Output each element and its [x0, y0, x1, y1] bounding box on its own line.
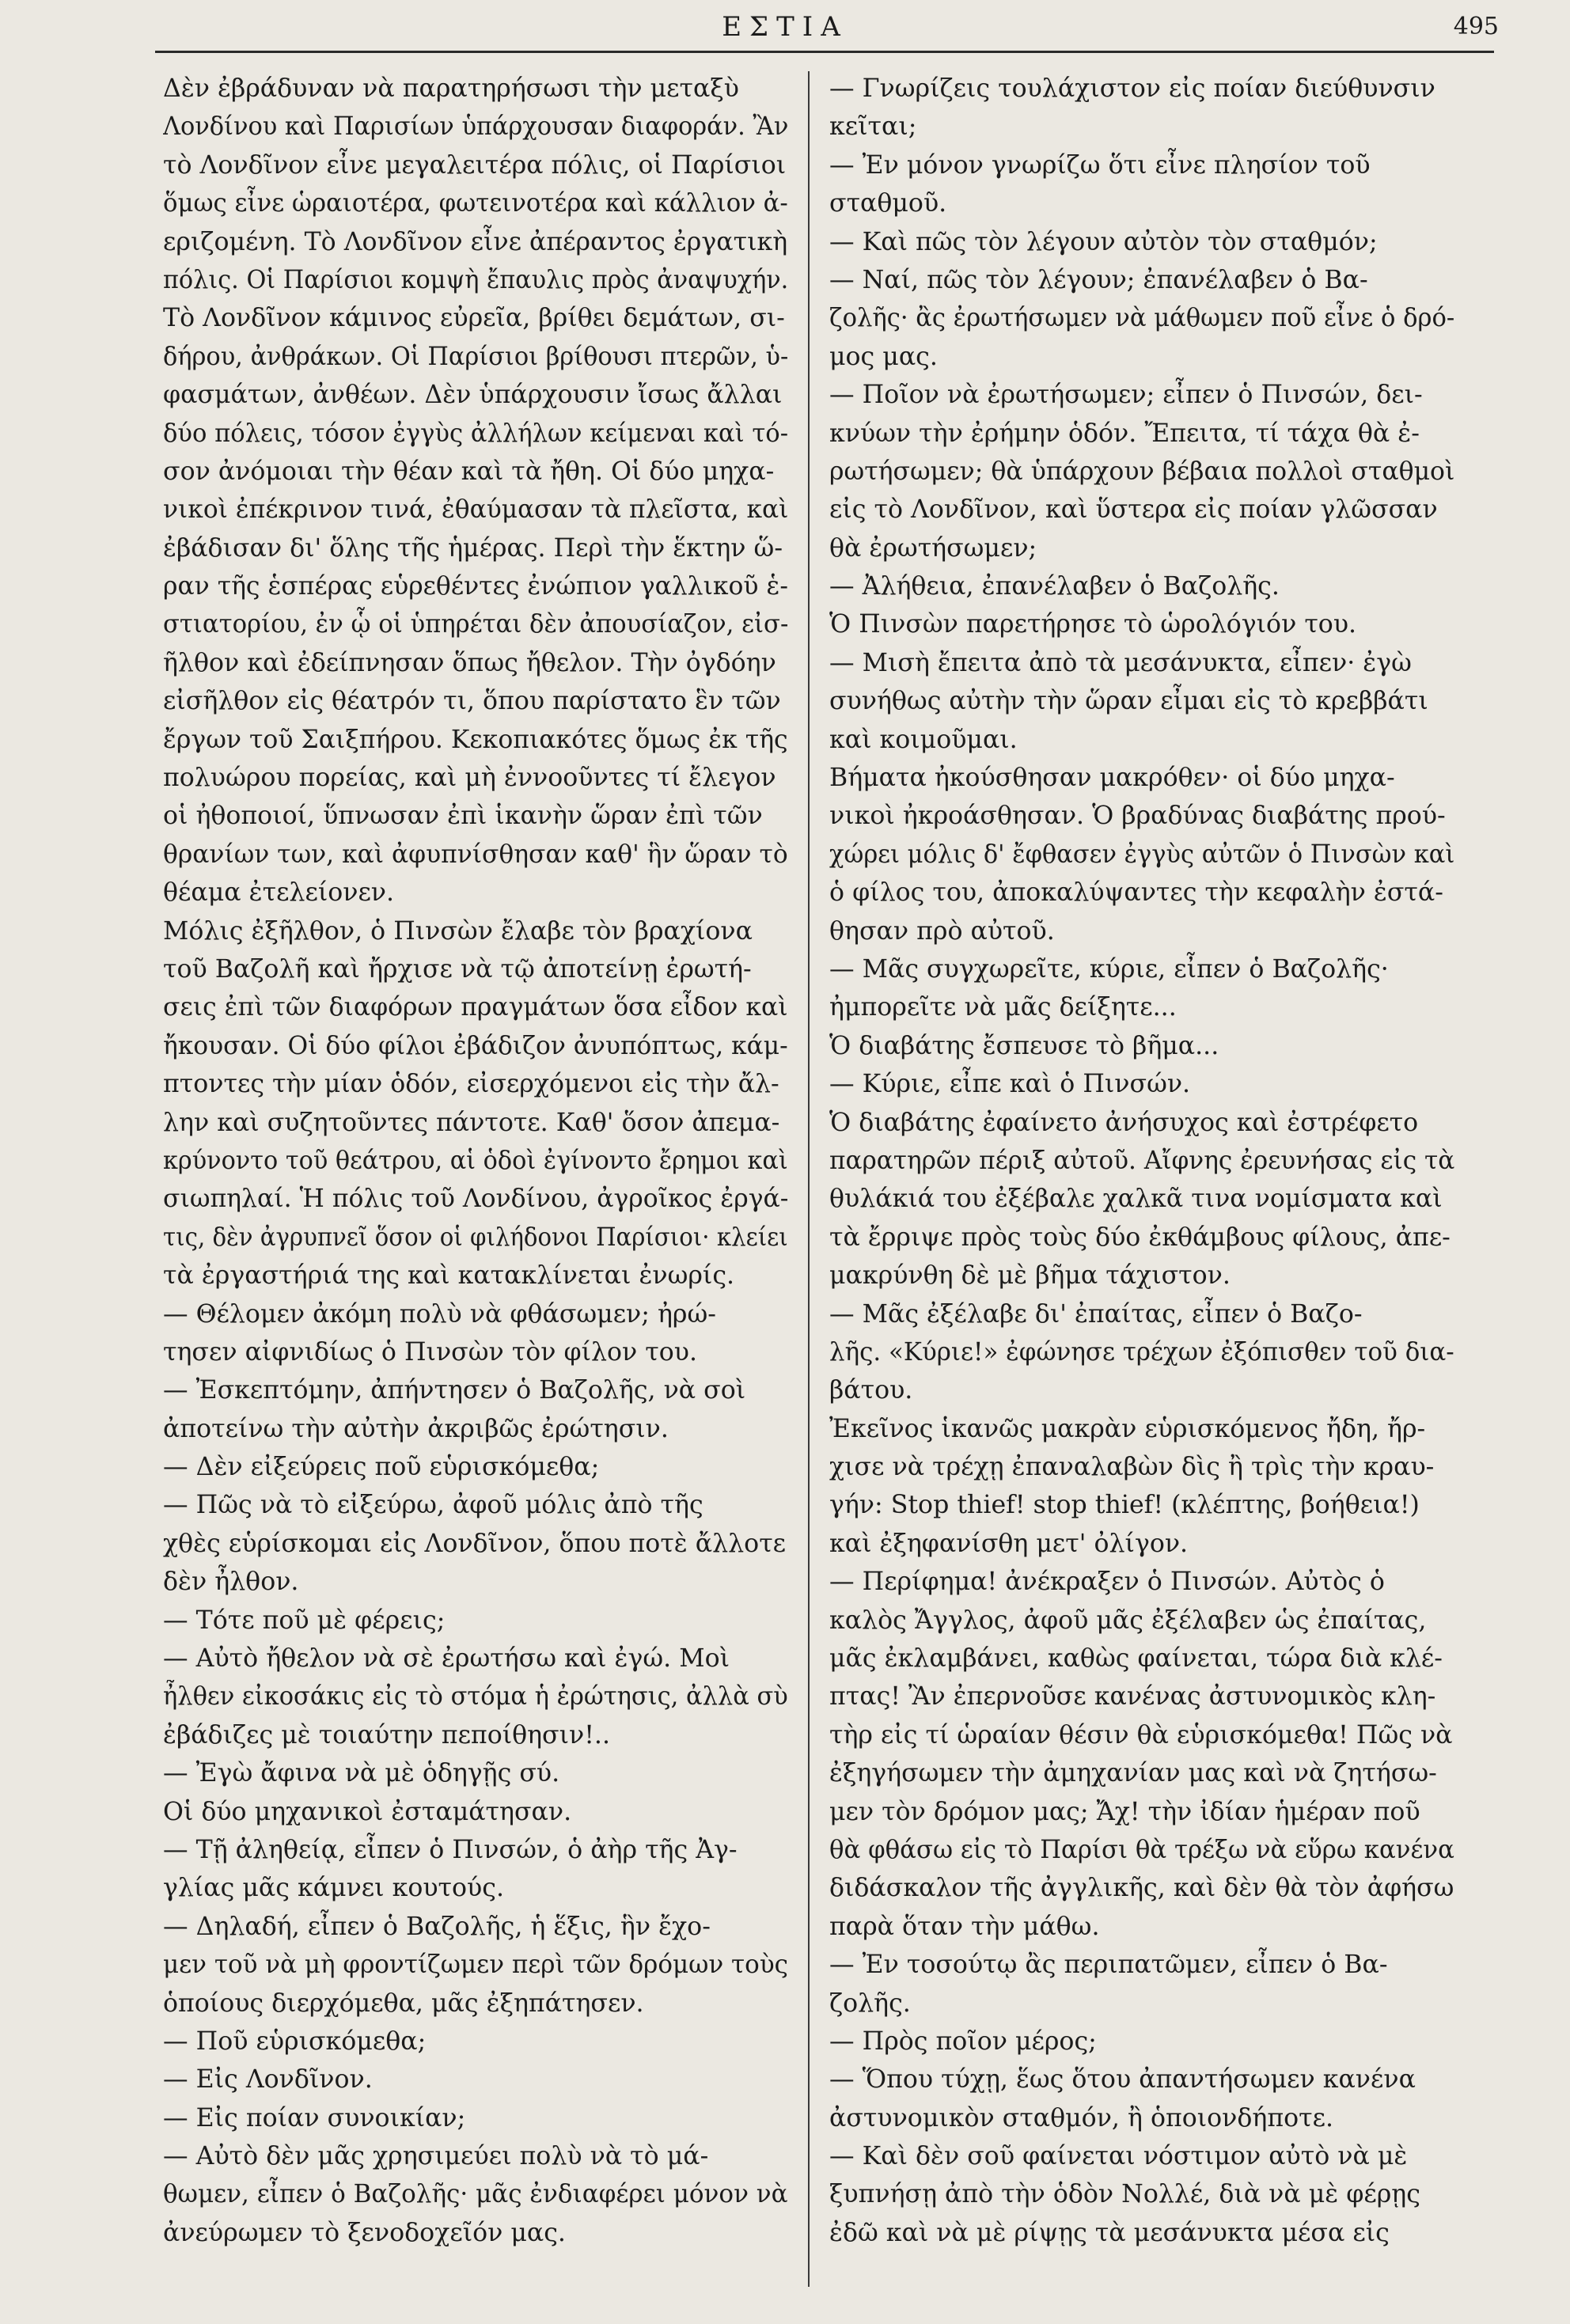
text-line: — Ποῖον νὰ ἐρωτήσωμεν; εἶπεν ὁ Πινσών, δει- [829, 381, 1423, 410]
text-line: — Περίφημα! ἀνέκραξεν ὁ Πινσών. Αὐτὸς ὁ [829, 1568, 1385, 1597]
text-line: — Τῇ ἀληθείᾳ, εἶπεν ὁ Πινσών, ὁ ἀὴρ τῆς Ἀγ- [163, 1835, 738, 1864]
text-line: λην καὶ συζητοῦντες πάντοτε. Καθ' ὅσον ἀπεμα- [163, 1108, 780, 1137]
text-line: — Αὐτὸ δὲν μᾶς χρησιμεύει πολὺ νὰ τὸ μά- [163, 2142, 709, 2171]
text-line: ὅμως εἶνε ὡραιοτέρα, φωτεινοτέρα καὶ κάλλιον ἀ- [163, 189, 788, 218]
text-line: Μόλις ἐξῆλθον, ὁ Πινσὼν ἔλαβε τὸν βραχίονα [163, 916, 753, 946]
text-line: γλίας μᾶς κάμνει κουτούς. [163, 1874, 505, 1903]
column-divider [808, 71, 810, 2287]
text-line: τὴρ εἰς τί ὡραίαν θέσιν θὰ εὑρισκόμεθα! Πῶς νὰ [829, 1720, 1453, 1750]
text-line: Ὁ διαβάτης ἐφαίνετο ἀνήσυχος καὶ ἐστρέφετο [829, 1108, 1419, 1137]
text-line: νικοὶ ἐπέκρινον τινά, ἐθαύμασαν τὰ πλεῖστα, καὶ [163, 495, 788, 525]
text-line: — Ναί, πῶς τὸν λέγουν; ἐπανέλαβεν ὁ Βα- [829, 265, 1368, 294]
text-line: τησεν αἰφνιδίως ὁ Πινσὼν τὸν φίλον του. [163, 1337, 698, 1367]
text-line: ῆλθον καὶ ἐδείπνησαν ὅπως ἤθελον. Τὴν ὀγδόην [163, 648, 776, 677]
text-line: ἤκουσαν. Οἱ δύο φίλοι ἐβάδιζον ἀνυπόπτως, κάμ- [163, 1031, 788, 1060]
text-line: θὰ ἐρωτήσωμεν; [829, 533, 1037, 563]
text-line: Ἐκεῖνος ἱκανῶς μακρὰν εὑρισκόμενος ἤδη, ἤρ- [829, 1414, 1426, 1443]
text-line: ἐβάδισαν δι' ὅλης τῆς ἡμέρας. Περὶ τὴν ἕκτην ὥ- [163, 533, 783, 563]
text-line: ἐξηγήσωμεν τὴν ἀμηχανίαν μας καὶ νὰ ζητήσω- [829, 1759, 1437, 1788]
text-line: Ὁ Πινσὼν παρετήρησε τὸ ὡρολόγιόν του. [829, 610, 1357, 639]
text-line: πόλις. Οἱ Παρίσιοι κομψὴ ἔπαυλις πρὸς ἀναψυχήν. [163, 265, 788, 294]
text-line: — Αὐτὸ ἤθελον νὰ σὲ ἐρωτήσω καὶ ἐγώ. Μοὶ [163, 1644, 730, 1674]
text-line: ἔργων τοῦ Σαιξπήρου. Κεκοπιακότες ὅμως ἐκ τῆς [163, 725, 788, 754]
text-line: μεν τὸν δρόμον μας; Ἄχ! τὴν ἰδίαν ἡμέραν ποῦ [829, 1797, 1420, 1826]
text-line: Ὁ διαβάτης ἔσπευσε τὸ βῆμα... [829, 1031, 1219, 1060]
running-head [0, 6, 1570, 41]
text-line: ἦλθεν εἰκοσάκις εἰς τὸ στόμα ἡ ἐρώτησις, ἀλλὰ σὺ [163, 1682, 788, 1712]
right-column [829, 70, 1454, 2301]
text-line: κνύων τὴν ἐρήμην ὁδόν. Ἔπειτα, τί τάχα θὰ ἐ- [829, 419, 1420, 448]
text-line: Δὲν ἐβράδυναν νὰ παρατηρήσωσι τὴν μεταξὺ [163, 74, 739, 103]
text-line: θωμεν, εἶπεν ὁ Βαζολῆς· μᾶς ἐνδιαφέρει μόνον νὰ [163, 2180, 788, 2209]
text-line: μᾶς ἐκλαμβάνει, καθὼς φαίνεται, τώρα διὰ κλέ- [829, 1644, 1443, 1674]
text-line: — Πῶς νὰ τὸ εἰξεύρω, ἀφοῦ μόλις ἀπὸ τῆς [163, 1491, 703, 1520]
text-line: — Ποῦ εὑρισκόμεθα; [163, 2026, 427, 2056]
left-column [163, 70, 788, 2301]
text-line: ἀστυνομικὸν σταθμόν, ἢ ὁποιονδήποτε. [829, 2103, 1334, 2133]
text-line: εἰς τὸ Λονδῖνον, καὶ ὕστερα εἰς ποίαν γλῶσσαν [829, 495, 1438, 525]
text-line: παρὰ ὅταν τὴν μάθω. [829, 1912, 1100, 1941]
text-line: — Γνωρίζεις τουλάχιστον εἰς ποίαν διεύθυνσιν [829, 74, 1435, 103]
text-line: ὁποίους διερχόμεθα, μᾶς ἐξηπάτησεν. [163, 1988, 644, 2018]
text-line: — Μᾶς ἐξέλαβε δι' ἐπαίτας, εἶπεν ὁ Βαζο- [829, 1299, 1363, 1329]
text-line: — Μισὴ ἔπειτα ἀπὸ τὰ μεσάνυκτα, εἶπεν· ἐγὼ [829, 648, 1412, 677]
text-line: — Ἀλήθεια, ἐπανέλαβεν ὁ Βαζολῆς. [829, 572, 1280, 601]
text-line: οἱ ἠθοποιοί, ὕπνωσαν ἐπὶ ἱκανὴν ὥραν ἐπὶ τῶν [163, 802, 763, 831]
text-line: τὰ ἔρριψε πρὸς τοὺς δύο ἐκθάμβους φίλους, ἀπε- [829, 1223, 1451, 1252]
text-line: ἀνεύρωμεν τὸ ξενοδοχεῖόν μας. [163, 2218, 566, 2247]
text-line: ἐδῶ καὶ νὰ μὲ ρίψῃς τὰ μεσάνυκτα μέσα εἰς [829, 2218, 1390, 2247]
text-line: στιατορίου, ἐν ᾧ οἱ ὑπηρέται δὲν ἀπουσίαζον, εἰσ- [163, 610, 788, 639]
text-line: θέαμα ἐτελείονεν. [163, 878, 395, 908]
text-line: παρατηρῶν πέριξ αὐτοῦ. Αἴφνης ἐρευνήσας εἰς τὰ [829, 1146, 1454, 1175]
text-line: πολυώρου πορείας, καὶ μὴ ἐννοοῦντες τί ἔλεγον [163, 764, 776, 793]
text-line: — Ἐσκεπτόμην, ἀπήντησεν ὁ Βαζολῆς, νὰ σοὶ [163, 1376, 746, 1405]
text-line: — Ὅπου τύχῃ, ἕως ὅτου ἀπαντήσωμεν κανένα [829, 2065, 1416, 2095]
text-line: — Ἐγὼ ἄφινα νὰ μὲ ὁδηγῇς σύ. [163, 1759, 560, 1788]
text-line: — Μᾶς συγχωρεῖτε, κύριε, εἶπεν ὁ Βαζολῆς· [829, 954, 1389, 984]
text-line: χθὲς εὑρίσκομαι εἰς Λονδῖνον, ὅπου ποτὲ ἄλλοτε [163, 1529, 787, 1558]
text-line: φασμάτων, ἀνθέων. Δὲν ὑπάρχουσιν ἴσως ἄλλαι [163, 381, 783, 410]
text-line: συνήθως αὐτὴν τὴν ὥραν εἶμαι εἰς τὸ κρεββάτι [829, 687, 1428, 716]
text-line: καὶ ἐξηφανίσθη μετ' ὀλίγον. [829, 1529, 1189, 1558]
text-line: νικοὶ ἠκροάσθησαν. Ὁ βραδύνας διαβάτης πρού- [829, 802, 1446, 831]
text-line: — Δηλαδή, εἶπεν ὁ Βαζολῆς, ἡ ἕξις, ἣν ἔχο- [163, 1912, 711, 1941]
text-line: κρύνοντο τοῦ θεάτρου, αἱ ὁδοὶ ἐγίνοντο ἔρημοι καὶ [163, 1146, 788, 1175]
text-line: πτοντες τὴν μίαν ὁδόν, εἰσερχόμενοι εἰς τὴν ἄλ- [163, 1070, 779, 1099]
text-line: — Τότε ποῦ μὲ φέρεις; [163, 1606, 446, 1635]
text-line: Οἱ δύο μηχανικοὶ ἐσταμάτησαν. [163, 1797, 572, 1826]
text-line: τις, δὲν ἀγρυπνεῖ ὅσον οἱ φιλήδονοι Παρίσιοι· κλείει [163, 1223, 788, 1252]
text-line: Λονδίνου καὶ Παρισίων ὑπάρχουσαν διαφοράν. Ἂν [163, 112, 788, 142]
journal-title: ΕΣΤΙΑ [722, 11, 848, 43]
text-line: μεν τοῦ νὰ μὴ φροντίζωμεν περὶ τῶν δρόμων τοὺς [163, 1951, 788, 1980]
text-line: βάτου. [829, 1376, 913, 1405]
text-line: δήρου, ἀνθράκων. Οἱ Παρίσιοι βρίθουσι πτερῶν, ὑ- [163, 342, 788, 371]
text-line: ραν τῆς ἑσπέρας εὑρεθέντες ἐνώπιον γαλλικοῦ ἑ- [163, 572, 788, 601]
text-line: γήν: Stop thief! stop thief! (κλέπτης, βοήθεια!) [829, 1491, 1420, 1520]
text-line: Βήματα ἠκούσθησαν μακρόθεν· οἱ δύο μηχα- [829, 764, 1395, 793]
text-line: ἀποτείνω τὴν αὐτὴν ἀκριβῶς ἐρώτησιν. [163, 1414, 669, 1443]
text-line: μος μας. [829, 342, 938, 371]
text-line: — Κύριε, εἶπε καὶ ὁ Πινσών. [829, 1070, 1191, 1099]
text-line: τὸ Λονδῖνον εἶνε μεγαλειτέρα πόλις, οἱ Παρίσιοι [163, 150, 787, 180]
text-line: ἐβάδιζες μὲ τοιαύτην πεποίθησιν!.. [163, 1720, 611, 1750]
text-line: θὰ φθάσω εἰς τὸ Παρίσι θὰ τρέξω νὰ εὕρω κανένα [829, 1835, 1454, 1864]
text-line: θυλάκιά του ἐξέβαλε χαλκᾶ τινα νομίσματα καὶ [829, 1185, 1443, 1214]
text-line: ζολῆς. [829, 1988, 911, 2018]
text-line: σταθμοῦ. [829, 189, 947, 218]
text-line: διδάσκαλον τῆς ἀγγλικῆς, καὶ δὲν θὰ τὸν ἀφήσω [829, 1874, 1454, 1903]
text-line: κεῖται; [829, 112, 917, 142]
text-line: δύο πόλεις, τόσον ἐγγὺς ἀλλήλων κείμεναι καὶ τό- [163, 419, 788, 448]
text-line: σον ἀνόμοιαι τὴν θέαν καὶ τὰ ἤθη. Οἱ δύο μηχα- [163, 457, 775, 486]
text-line: δὲν ἦλθον. [163, 1568, 299, 1597]
text-line: λῆς. «Κύριε!» ἐφώνησε τρέχων ἐξόπισθεν τοῦ δια- [829, 1337, 1454, 1367]
text-line: μακρύνθη δὲ μὲ βῆμα τάχιστον. [829, 1261, 1231, 1291]
text-line: — Πρὸς ποῖον μέρος; [829, 2026, 1097, 2056]
text-line: ζολῆς· ἂς ἐρωτήσωμεν νὰ μάθωμεν ποῦ εἶνε ὁ δρό- [829, 304, 1454, 333]
text-line: — Καὶ πῶς τὸν λέγουν αὐτὸν τὸν σταθμόν; [829, 227, 1378, 256]
text-line: σεις ἐπὶ τῶν διαφόρων πραγμάτων ὅσα εἶδον καὶ [163, 993, 788, 1022]
text-line: ὁ φίλος του, ἀποκαλύψαντες τὴν κεφαλὴν ἐστά- [829, 878, 1443, 908]
header-rule [155, 51, 1494, 53]
text-line: πτας! Ἂν ἐπερνοῦσε κανένας ἀστυνομικὸς κλη- [829, 1682, 1436, 1712]
text-line: τὰ ἐργαστήριά της καὶ κατακλίνεται ἐνωρίς. [163, 1261, 735, 1291]
text-line: — Εἰς ποίαν συνοικίαν; [163, 2103, 466, 2133]
text-line: καλὸς Ἄγγλος, ἀφοῦ μᾶς ἐξέλαβεν ὡς ἐπαίτας, [829, 1606, 1427, 1635]
page-number: 495 [1453, 13, 1499, 40]
text-line: Τὸ Λονδῖνον κάμινος εὐρεῖα, βρίθει δεμάτων, σι- [163, 304, 785, 333]
text-line: ξυπνήσῃ ἀπὸ τὴν ὁδὸν Νολλέ, διὰ νὰ μὲ φέρῃς [829, 2180, 1420, 2209]
text-line: εἰσῆλθον εἰς θέατρόν τι, ὅπου παρίστατο ἓν τῶν [163, 687, 781, 716]
text-line: ρωτήσωμεν; θὰ ὑπάρχουν βέβαια πολλοὶ σταθμοὶ [829, 457, 1454, 486]
text-line: καὶ κοιμοῦμαι. [829, 725, 1018, 754]
text-line: — Ἐν μόνον γνωρίζω ὅτι εἶνε πλησίον τοῦ [829, 150, 1371, 180]
text-line: — Εἰς Λονδῖνον. [163, 2065, 373, 2095]
text-line: θησαν πρὸ αὐτοῦ. [829, 916, 1055, 946]
text-line: χισε νὰ τρέχῃ ἐπαναλαβὼν δὶς ἢ τρὶς τὴν κραυ- [829, 1453, 1435, 1482]
text-line: χώρει μόλις δ' ἔφθασεν ἐγγὺς αὐτῶν ὁ Πινσὼν καὶ [829, 840, 1454, 869]
text-line: — Δὲν εἰξεύρεις ποῦ εὑρισκόμεθα; [163, 1453, 600, 1482]
text-line: — Καὶ δὲν σοῦ φαίνεται νόστιμον αὐτὸ νὰ μὲ [829, 2142, 1408, 2171]
text-line: τοῦ Βαζολῆ καὶ ἤρχισε νὰ τῷ ἀποτείνῃ ἐρωτή- [163, 954, 752, 984]
text-line: — Ἐν τοσούτῳ ἂς περιπατῶμεν, εἶπεν ὁ Βα- [829, 1951, 1388, 1980]
text-line: θρανίων των, καὶ ἀφυπνίσθησαν καθ' ἣν ὥραν τὸ [163, 840, 788, 869]
text-line: σιωπηλαί. Ἡ πόλις τοῦ Λονδίνου, ἀγροῖκος ἐργά- [163, 1185, 788, 1214]
text-line: — Θέλομεν ἀκόμη πολὺ νὰ φθάσωμεν; ἠρώ- [163, 1299, 716, 1329]
text-line: ἠμπορεῖτε νὰ μᾶς δείξητε... [829, 993, 1177, 1022]
text-line: εριζομένη. Τὸ Λονδῖνον εἶνε ἀπέραντος ἐργατικὴ [163, 227, 788, 256]
